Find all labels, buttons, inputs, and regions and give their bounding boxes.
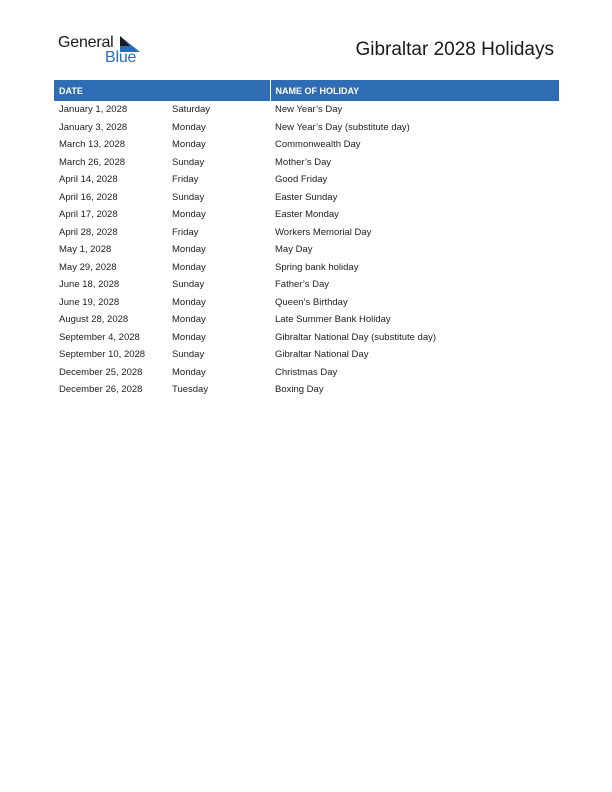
table-header-row [54, 80, 559, 101]
holiday-date: May 29, 2028 [59, 261, 117, 273]
holiday-name: Gibraltar National Day (substitute day) [275, 331, 437, 343]
holiday-weekday: Friday [172, 174, 199, 186]
holiday-name: Workers Memorial Day [275, 226, 372, 238]
holiday-date: April 28, 2028 [59, 226, 118, 238]
holiday-weekday: Monday [172, 296, 206, 308]
table-row [54, 206, 559, 224]
logo-text-blue: Blue [105, 49, 137, 66]
holiday-date: May 1, 2028 [59, 244, 112, 256]
holiday-weekday: Sunday [172, 156, 205, 168]
table-row [54, 311, 559, 329]
holiday-weekday: Saturday [172, 104, 211, 116]
holiday-date: August 28, 2028 [59, 314, 129, 326]
table-row [54, 294, 559, 312]
holiday-date: December 25, 2028 [59, 366, 143, 378]
table-row [54, 346, 559, 364]
header-holiday-name: NAME OF HOLIDAY [270, 80, 559, 101]
holiday-name: Queen’s Birthday [275, 296, 348, 308]
holiday-name: Mother’s Day [275, 156, 332, 168]
holiday-weekday: Sunday [172, 191, 205, 203]
holiday-date: April 16, 2028 [59, 191, 118, 203]
holiday-date: March 13, 2028 [59, 139, 126, 151]
holiday-weekday: Sunday [172, 279, 205, 291]
table-row [54, 154, 559, 172]
table-row [54, 189, 559, 207]
holiday-name: May Day [275, 244, 313, 256]
holiday-weekday: Tuesday [172, 384, 209, 396]
holiday-name: Easter Sunday [275, 191, 338, 203]
page-title: Gibraltar 2028 Holidays [355, 39, 554, 60]
generalblue-logo [58, 34, 148, 68]
holiday-date: January 3, 2028 [59, 121, 128, 133]
header-date: DATE [59, 85, 83, 96]
table-row [54, 136, 559, 154]
holiday-weekday: Monday [172, 209, 206, 221]
holiday-name: Gibraltar National Day [275, 349, 369, 361]
holiday-weekday: Friday [172, 226, 199, 238]
table-row [54, 364, 559, 382]
holiday-name: Easter Monday [275, 209, 339, 221]
holiday-date: January 1, 2028 [59, 104, 128, 116]
table-row [54, 381, 559, 399]
holiday-name: Boxing Day [275, 384, 324, 396]
table-row [54, 276, 559, 294]
holiday-weekday: Monday [172, 314, 206, 326]
holiday-name: Commonwealth Day [275, 139, 361, 151]
logo-text-general: General [58, 34, 114, 51]
holiday-date: June 19, 2028 [59, 296, 120, 308]
holiday-weekday: Monday [172, 139, 206, 151]
holiday-weekday: Monday [172, 121, 206, 133]
holiday-weekday: Sunday [172, 349, 205, 361]
holiday-name: New Year’s Day (substitute day) [275, 121, 410, 133]
holiday-date: April 14, 2028 [59, 174, 118, 186]
holiday-name: Good Friday [275, 174, 328, 186]
table-row [54, 171, 559, 189]
holiday-date: September 10, 2028 [59, 349, 146, 361]
holiday-date: September 4, 2028 [59, 331, 140, 343]
holiday-date: June 18, 2028 [59, 279, 120, 291]
table-row [54, 119, 559, 137]
table-row [54, 241, 559, 259]
holidays-table [54, 80, 559, 399]
holiday-date: December 26, 2028 [59, 384, 143, 396]
holiday-weekday: Monday [172, 244, 206, 256]
table-row [54, 329, 559, 347]
table-row [54, 224, 559, 242]
holiday-date: March 26, 2028 [59, 156, 126, 168]
holiday-name: Christmas Day [275, 366, 338, 378]
table-row [54, 101, 559, 119]
holiday-date: April 17, 2028 [59, 209, 118, 221]
holiday-weekday: Monday [172, 261, 206, 273]
holiday-name: Father’s Day [275, 279, 330, 291]
table-row [54, 259, 559, 277]
holiday-weekday: Monday [172, 366, 206, 378]
holiday-name: Late Summer Bank Holiday [275, 314, 391, 326]
holiday-name: Spring bank holiday [275, 261, 359, 273]
holiday-weekday: Monday [172, 331, 206, 343]
holiday-name: New Year’s Day [275, 104, 343, 116]
